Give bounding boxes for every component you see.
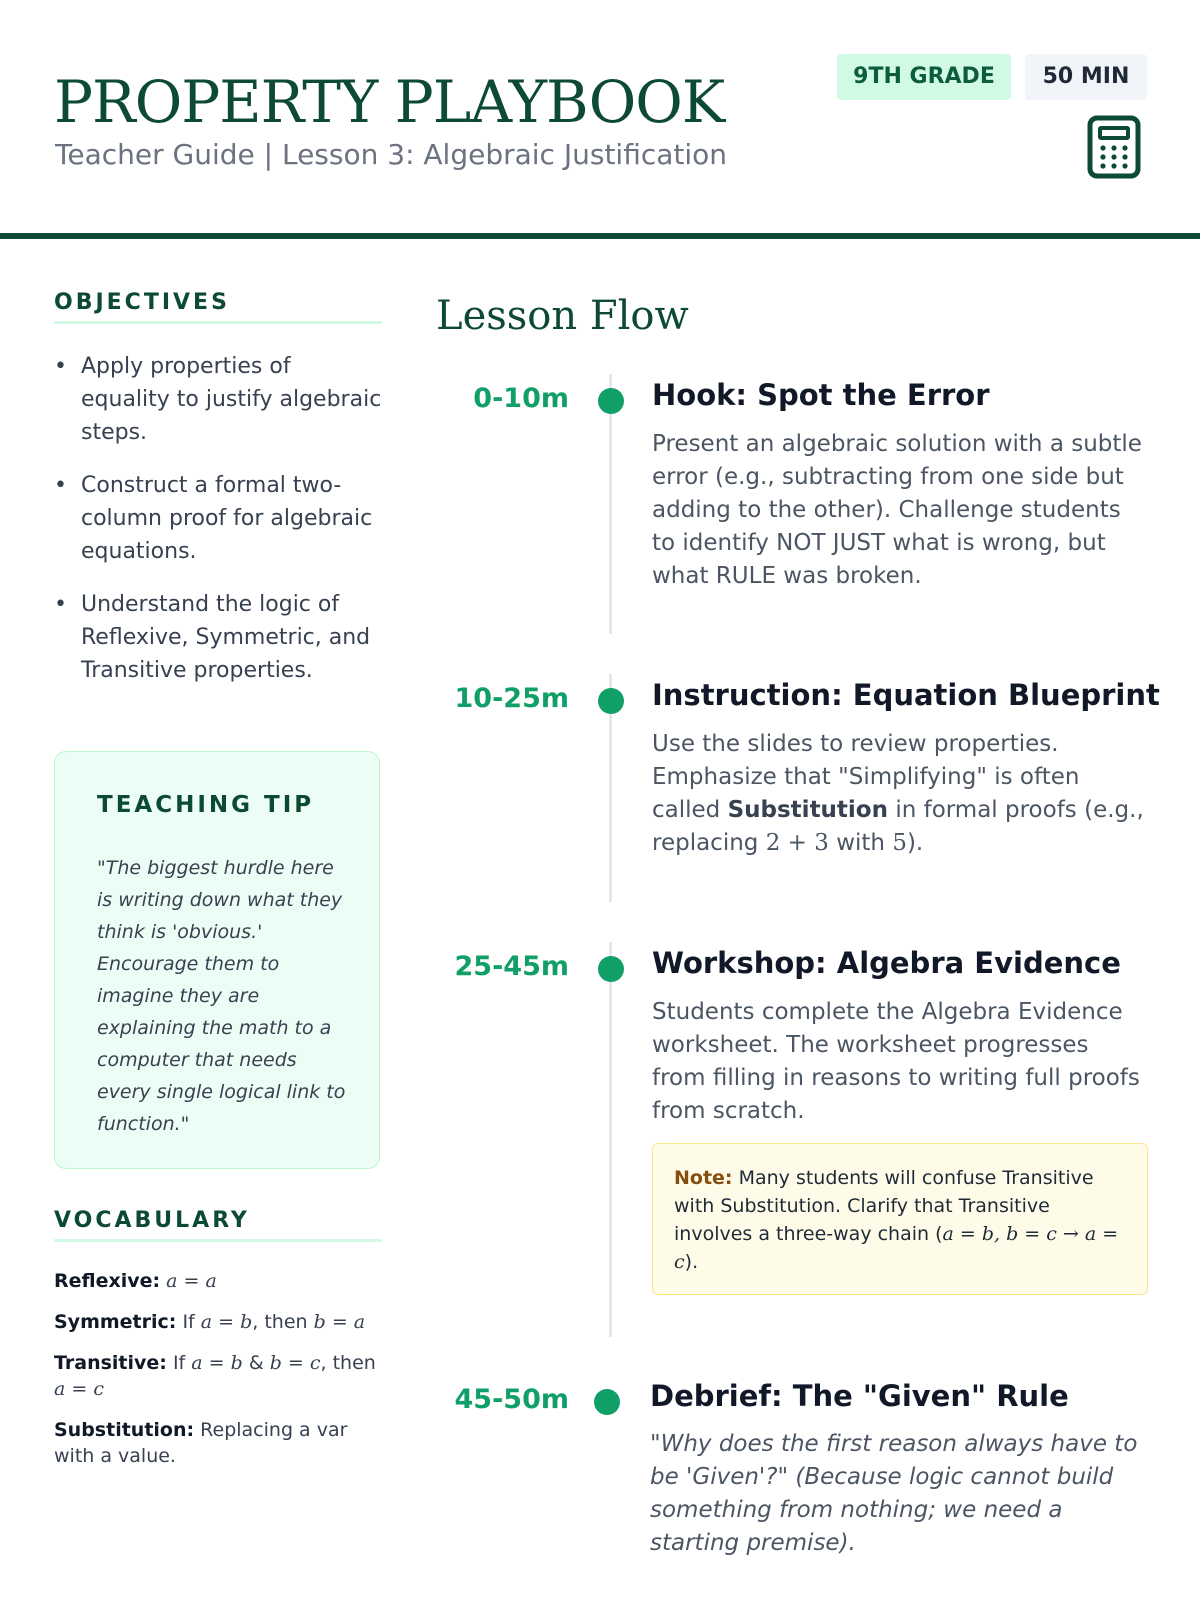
note-body: ). [684,1251,699,1273]
vocab-text: Replacing a var with a value. [54,1419,348,1467]
step-math: 5 [892,830,907,856]
header-divider [0,233,1200,239]
objective-item: • Apply properties of equality to justify algebraic steps. [54,350,382,449]
step-text: in formal proofs (e.g., replacing [652,797,1144,856]
step-title: Workshop: Algebra Evidence [652,946,1121,980]
objectives-list [54,350,382,687]
step-title: Instruction: Equation Blueprint [652,678,1160,712]
vocab-text: , then [252,1311,308,1333]
step-description [652,728,1152,860]
step-time: 0-10m [473,383,569,414]
vocab-formula: b = a [313,1311,366,1333]
step-title: Hook: Spot the Error [652,378,990,412]
note-label: Note: [674,1167,733,1189]
lesson-flow-heading: Lesson Flow [436,293,689,339]
timeline-line [609,942,612,1337]
timeline-dot [598,388,624,414]
step-description: "Why does the first reason always have to be 'Given'?" (Because logic cannot build something from nothing; we need a starting premise). [650,1431,1138,1556]
calculator-icon [1087,115,1141,179]
step-math: 2 + 3 [765,830,829,856]
vocab-text: If [182,1311,195,1333]
header [0,0,1200,240]
timeline-dot [594,1389,620,1415]
vocabulary-heading: VOCABULARY [54,1208,382,1242]
objective-item: • Understand the logic of Reflexive, Symmetric, and Transitive properties. [54,588,382,687]
vocabulary-list [54,1268,382,1469]
step-description: Present an algebraic solution with a subtle error (e.g., subtracting from one side but adding to the other). Challenge students to identify NOT JUST what is wrong, but what RULE was broken. [652,431,1142,589]
step-time: 45-50m [454,1384,569,1415]
vocab-term: Substitution: [54,1419,195,1441]
timeline-dot [598,688,624,714]
step-text: with [836,830,885,856]
vocab-text: If [172,1352,186,1374]
duration-badge: 50 MIN [1025,54,1147,100]
sidebar [54,290,382,1467]
teaching-tip-text: "The biggest hurdle here is writing down what they think is 'obvious.' Encourage them to imagine they are explaining the math to a computer that needs every single logical link to function." [97,857,346,1135]
page-title: PROPERTY PLAYBOOK [54,68,725,136]
vocab-term: Symmetric: [54,1311,177,1333]
teaching-tip-heading: TEACHING TIP [97,792,315,818]
vocab-formula: a = a [166,1270,217,1292]
step-emphasis: Substitution [727,797,888,823]
vocabulary-section [54,1208,382,1484]
step-title: Debrief: The "Given" Rule [650,1379,1069,1413]
vocab-symmetric [54,1309,382,1335]
vocab-substitution [54,1417,382,1469]
note-callout [652,1143,1148,1295]
vocab-term: Reflexive: [54,1270,161,1292]
step-description: Students complete the Algebra Evidence worksheet. The worksheet progresses from filling in reasons to writing full proofs from scratch. [652,999,1140,1124]
vocab-text: , then [320,1352,376,1374]
vocab-term: Transitive: [54,1352,167,1374]
teaching-tip-box [54,751,380,1169]
vocab-formula: a = c [54,1378,104,1400]
vocab-text: & [248,1352,264,1374]
vocab-formula: b = c [269,1352,321,1374]
step-time: 10-25m [454,683,569,714]
objectives-heading: OBJECTIVES [54,290,382,324]
timeline-dot [598,956,624,982]
page-subtitle: Teacher Guide | Lesson 3: Algebraic Justification [55,138,728,171]
grade-badge: 9TH GRADE [837,54,1011,100]
vocab-formula: a = b [191,1352,243,1374]
step-text: Use the slides to review properties. Emphasize that "Simplifying" is often called [652,731,1080,823]
note-text [674,1164,1132,1276]
note-body: Many students will confuse Transitive with Substitution. Clarify that Transitive involves a three-way chain ( [674,1167,1094,1245]
vocab-transitive [54,1350,382,1402]
step-time: 25-45m [454,951,569,982]
objective-item: • Construct a formal two-column proof for algebraic equations. [54,469,382,568]
step-text: ). [906,830,924,856]
vocab-reflexive [54,1268,382,1294]
vocab-formula: a = b [200,1311,253,1333]
note-math: a = b, b = c → a = c [674,1223,1119,1273]
